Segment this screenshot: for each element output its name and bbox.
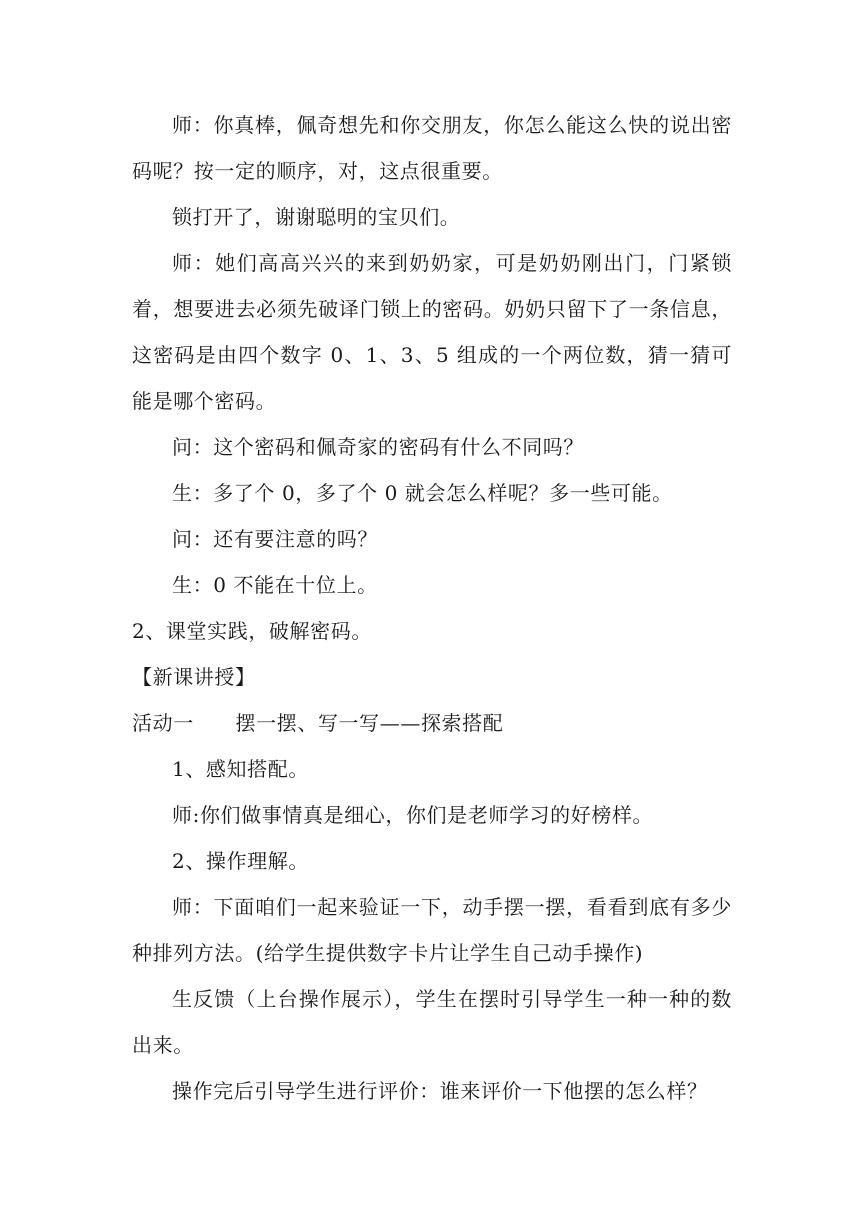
paragraph-perceive-matching: 1、感知搭配。 [172,757,309,781]
paragraph-question-attention: 问：还有要注意的吗？ [172,527,378,551]
paragraph-student-feedback: 生反馈（上台操作展示），学生在摆时引导学生一种一种的数出来。 [132,987,732,1057]
paragraph-student-zero-tens: 生：0 不能在十位上。 [172,573,378,597]
paragraph-teacher-praise: 师：你真棒，佩奇想先和你交朋友，你怎么能这么快的说出密码呢？按一定的顺序，对，这点很重要。 [132,113,732,183]
paragraph-operate-understand: 2、操作理解。 [172,849,309,873]
paragraph-question-difference: 问：这个密码和佩奇家的密码有什么不同吗？ [172,435,584,459]
paragraph-practice-heading: 2、课堂实践，破解密码。 [132,619,372,643]
paragraph-student-extra-zero: 生：多了个 0，多了个 0 就会怎么样呢？多一些可能。 [172,481,673,505]
activity-heading: 活动一 摆一摆、写一写——探索搭配 [132,711,504,735]
paragraph-grandma-password: 师：她们高高兴兴的来到奶奶家，可是奶奶刚出门，门紧锁着，想要进去必须先破译门锁上的密码。奶奶只留下了一条信息，这密码是由四个数字 0、1、3、5 组成的一个两位数，猜一猜可能是哪个密码。 [132,251,732,413]
paragraph-evaluation: 操作完后引导学生进行评价：谁来评价一下他摆的怎么样？ [172,1079,708,1103]
paragraph-teacher-verify: 师：下面咱们一起来验证一下，动手摆一摆，看看到底有多少种排列方法。(给学生提供数字卡片让学生自己动手操作) [132,895,732,965]
section-heading-new-lesson: 【新课讲授】 [132,665,256,689]
paragraph-teacher-careful: 师:你们做事情真是细心，你们是老师学习的好榜样。 [172,803,654,827]
paragraph-lock-opened: 锁打开了，谢谢聪明的宝贝们。 [172,205,461,229]
document-body [132,102,732,1114]
